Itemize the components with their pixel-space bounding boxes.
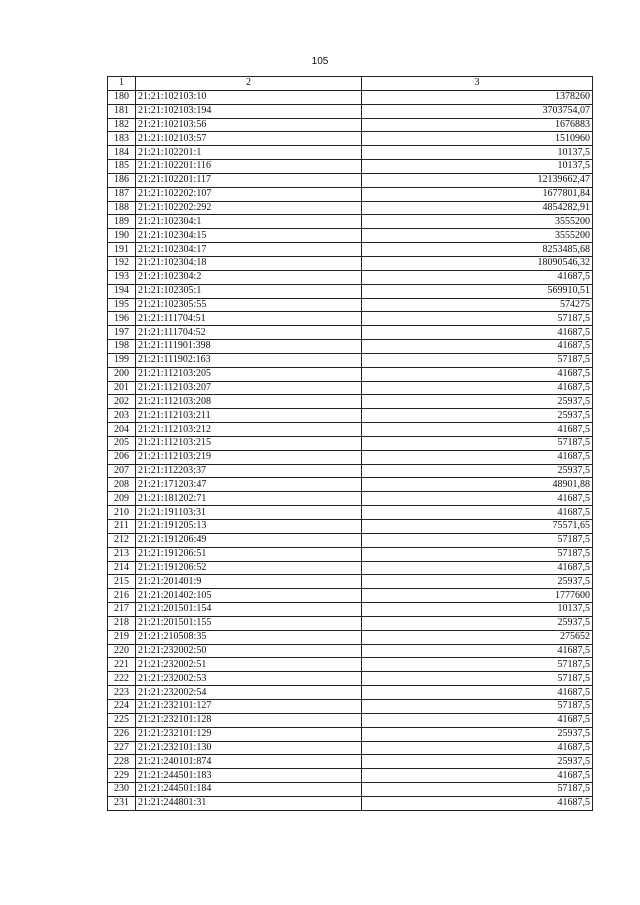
cadastral-number-cell: 21:21:111902:163 bbox=[136, 353, 362, 367]
value-cell: 41687,5 bbox=[362, 492, 593, 506]
row-index-cell: 185 bbox=[108, 160, 136, 174]
row-index-cell: 187 bbox=[108, 187, 136, 201]
cadastral-number-cell: 21:21:102202:107 bbox=[136, 187, 362, 201]
row-index-cell: 223 bbox=[108, 686, 136, 700]
table-row bbox=[108, 312, 593, 326]
cadastral-number-cell: 21:21:111901:398 bbox=[136, 340, 362, 354]
table-header-row bbox=[108, 77, 593, 91]
row-index-cell: 193 bbox=[108, 270, 136, 284]
row-index-cell: 221 bbox=[108, 658, 136, 672]
value-cell: 57187,5 bbox=[362, 658, 593, 672]
table-row bbox=[108, 340, 593, 354]
table-row bbox=[108, 616, 593, 630]
row-index-cell: 231 bbox=[108, 796, 136, 810]
value-cell: 1510960 bbox=[362, 132, 593, 146]
table-row bbox=[108, 672, 593, 686]
row-index-cell: 205 bbox=[108, 436, 136, 450]
row-index-cell: 214 bbox=[108, 561, 136, 575]
table-row bbox=[108, 699, 593, 713]
table-row bbox=[108, 436, 593, 450]
value-cell: 41687,5 bbox=[362, 450, 593, 464]
value-cell: 1777600 bbox=[362, 589, 593, 603]
registry-table bbox=[107, 76, 593, 811]
table-row bbox=[108, 686, 593, 700]
table-row bbox=[108, 630, 593, 644]
value-cell: 10137,5 bbox=[362, 603, 593, 617]
row-index-cell: 194 bbox=[108, 284, 136, 298]
table-row bbox=[108, 713, 593, 727]
value-cell: 41687,5 bbox=[362, 713, 593, 727]
page-number: 105 bbox=[311, 56, 329, 67]
cadastral-number-cell: 21:21:232101:129 bbox=[136, 727, 362, 741]
table-row bbox=[108, 506, 593, 520]
table-row bbox=[108, 464, 593, 478]
table-row bbox=[108, 187, 593, 201]
cadastral-number-cell: 21:21:232002:51 bbox=[136, 658, 362, 672]
row-index-cell: 229 bbox=[108, 769, 136, 783]
cadastral-number-cell: 21:21:240101:874 bbox=[136, 755, 362, 769]
row-index-cell: 216 bbox=[108, 589, 136, 603]
value-cell: 275652 bbox=[362, 630, 593, 644]
column-header-cadastral: 2 bbox=[136, 77, 362, 91]
table-row bbox=[108, 727, 593, 741]
value-cell: 48901,88 bbox=[362, 478, 593, 492]
row-index-cell: 180 bbox=[108, 90, 136, 104]
table-row bbox=[108, 423, 593, 437]
cadastral-number-cell: 21:21:201402:105 bbox=[136, 589, 362, 603]
table-row bbox=[108, 353, 593, 367]
row-index-cell: 220 bbox=[108, 644, 136, 658]
value-cell: 57187,5 bbox=[362, 699, 593, 713]
value-cell: 25937,5 bbox=[362, 727, 593, 741]
value-cell: 25937,5 bbox=[362, 395, 593, 409]
table-row bbox=[108, 450, 593, 464]
cadastral-number-cell: 21:21:102305:1 bbox=[136, 284, 362, 298]
table-row bbox=[108, 90, 593, 104]
cadastral-number-cell: 21:21:244501:183 bbox=[136, 769, 362, 783]
value-cell: 41687,5 bbox=[362, 423, 593, 437]
cadastral-number-cell: 21:21:232002:54 bbox=[136, 686, 362, 700]
row-index-cell: 184 bbox=[108, 146, 136, 160]
row-index-cell: 217 bbox=[108, 603, 136, 617]
table-row bbox=[108, 769, 593, 783]
table-row bbox=[108, 658, 593, 672]
row-index-cell: 200 bbox=[108, 367, 136, 381]
row-index-cell: 230 bbox=[108, 783, 136, 797]
value-cell: 41687,5 bbox=[362, 686, 593, 700]
cadastral-number-cell: 21:21:102103:56 bbox=[136, 118, 362, 132]
row-index-cell: 206 bbox=[108, 450, 136, 464]
table-row bbox=[108, 644, 593, 658]
cadastral-number-cell: 21:21:201501:155 bbox=[136, 616, 362, 630]
row-index-cell: 212 bbox=[108, 533, 136, 547]
table-row bbox=[108, 589, 593, 603]
value-cell: 574275 bbox=[362, 298, 593, 312]
value-cell: 57187,5 bbox=[362, 353, 593, 367]
row-index-cell: 191 bbox=[108, 243, 136, 257]
row-index-cell: 186 bbox=[108, 173, 136, 187]
row-index-cell: 202 bbox=[108, 395, 136, 409]
row-index-cell: 192 bbox=[108, 256, 136, 270]
row-index-cell: 215 bbox=[108, 575, 136, 589]
value-cell: 25937,5 bbox=[362, 575, 593, 589]
table-row bbox=[108, 229, 593, 243]
cadastral-number-cell: 21:21:112103:211 bbox=[136, 409, 362, 423]
cadastral-number-cell: 21:21:102304:18 bbox=[136, 256, 362, 270]
cadastral-number-cell: 21:21:102304:15 bbox=[136, 229, 362, 243]
value-cell: 25937,5 bbox=[362, 616, 593, 630]
row-index-cell: 218 bbox=[108, 616, 136, 630]
row-index-cell: 189 bbox=[108, 215, 136, 229]
value-cell: 3555200 bbox=[362, 215, 593, 229]
table-row bbox=[108, 381, 593, 395]
row-index-cell: 222 bbox=[108, 672, 136, 686]
table-body bbox=[108, 77, 593, 811]
value-cell: 75571,65 bbox=[362, 520, 593, 534]
row-index-cell: 204 bbox=[108, 423, 136, 437]
table-row bbox=[108, 104, 593, 118]
row-index-cell: 197 bbox=[108, 326, 136, 340]
row-index-cell: 198 bbox=[108, 340, 136, 354]
table-row bbox=[108, 492, 593, 506]
cadastral-number-cell: 21:21:111704:52 bbox=[136, 326, 362, 340]
row-index-cell: 188 bbox=[108, 201, 136, 215]
row-index-cell: 196 bbox=[108, 312, 136, 326]
value-cell: 1676883 bbox=[362, 118, 593, 132]
cadastral-number-cell: 21:21:244501:184 bbox=[136, 783, 362, 797]
row-index-cell: 209 bbox=[108, 492, 136, 506]
cadastral-number-cell: 21:21:102304:1 bbox=[136, 215, 362, 229]
table-row bbox=[108, 409, 593, 423]
cadastral-number-cell: 21:21:112103:207 bbox=[136, 381, 362, 395]
value-cell: 41687,5 bbox=[362, 741, 593, 755]
table-row bbox=[108, 520, 593, 534]
cadastral-number-cell: 21:21:232101:127 bbox=[136, 699, 362, 713]
value-cell: 25937,5 bbox=[362, 409, 593, 423]
value-cell: 57187,5 bbox=[362, 312, 593, 326]
cadastral-number-cell: 21:21:112103:215 bbox=[136, 436, 362, 450]
table-row bbox=[108, 395, 593, 409]
table-row bbox=[108, 547, 593, 561]
row-index-cell: 226 bbox=[108, 727, 136, 741]
table-row bbox=[108, 173, 593, 187]
value-cell: 3703754,07 bbox=[362, 104, 593, 118]
table-row bbox=[108, 201, 593, 215]
cadastral-number-cell: 21:21:191206:51 bbox=[136, 547, 362, 561]
row-index-cell: 190 bbox=[108, 229, 136, 243]
value-cell: 3555200 bbox=[362, 229, 593, 243]
cadastral-number-cell: 21:21:112103:208 bbox=[136, 395, 362, 409]
value-cell: 1677801,84 bbox=[362, 187, 593, 201]
cadastral-number-cell: 21:21:102201:117 bbox=[136, 173, 362, 187]
row-index-cell: 213 bbox=[108, 547, 136, 561]
cadastral-number-cell: 21:21:112203:37 bbox=[136, 464, 362, 478]
value-cell: 4854282,91 bbox=[362, 201, 593, 215]
table-row bbox=[108, 755, 593, 769]
value-cell: 41687,5 bbox=[362, 367, 593, 381]
value-cell: 18090546,32 bbox=[362, 256, 593, 270]
value-cell: 41687,5 bbox=[362, 340, 593, 354]
table-row bbox=[108, 215, 593, 229]
cadastral-number-cell: 21:21:102103:194 bbox=[136, 104, 362, 118]
value-cell: 41687,5 bbox=[362, 644, 593, 658]
cadastral-number-cell: 21:21:102305:55 bbox=[136, 298, 362, 312]
table-row bbox=[108, 741, 593, 755]
value-cell: 41687,5 bbox=[362, 270, 593, 284]
table-row bbox=[108, 561, 593, 575]
cadastral-number-cell: 21:21:112103:205 bbox=[136, 367, 362, 381]
table-row bbox=[108, 146, 593, 160]
table-row bbox=[108, 270, 593, 284]
cadastral-number-cell: 21:21:102304:2 bbox=[136, 270, 362, 284]
row-index-cell: 219 bbox=[108, 630, 136, 644]
table-row bbox=[108, 284, 593, 298]
row-index-cell: 182 bbox=[108, 118, 136, 132]
table-row bbox=[108, 533, 593, 547]
cadastral-number-cell: 21:21:244801:31 bbox=[136, 796, 362, 810]
value-cell: 12139662,47 bbox=[362, 173, 593, 187]
cadastral-number-cell: 21:21:191206:52 bbox=[136, 561, 362, 575]
cadastral-number-cell: 21:21:232002:53 bbox=[136, 672, 362, 686]
table-row bbox=[108, 118, 593, 132]
value-cell: 41687,5 bbox=[362, 506, 593, 520]
table-row bbox=[108, 160, 593, 174]
value-cell: 8253485,68 bbox=[362, 243, 593, 257]
value-cell: 10137,5 bbox=[362, 146, 593, 160]
row-index-cell: 225 bbox=[108, 713, 136, 727]
row-index-cell: 211 bbox=[108, 520, 136, 534]
cadastral-number-cell: 21:21:171203:47 bbox=[136, 478, 362, 492]
value-cell: 41687,5 bbox=[362, 796, 593, 810]
row-index-cell: 203 bbox=[108, 409, 136, 423]
table-row bbox=[108, 783, 593, 797]
cadastral-number-cell: 21:21:210508:35 bbox=[136, 630, 362, 644]
value-cell: 57187,5 bbox=[362, 672, 593, 686]
row-index-cell: 201 bbox=[108, 381, 136, 395]
row-index-cell: 195 bbox=[108, 298, 136, 312]
cadastral-number-cell: 21:21:191103:31 bbox=[136, 506, 362, 520]
value-cell: 41687,5 bbox=[362, 381, 593, 395]
row-index-cell: 210 bbox=[108, 506, 136, 520]
value-cell: 41687,5 bbox=[362, 769, 593, 783]
cadastral-number-cell: 21:21:201501:154 bbox=[136, 603, 362, 617]
value-cell: 569910,51 bbox=[362, 284, 593, 298]
table-row bbox=[108, 132, 593, 146]
cadastral-number-cell: 21:21:112103:219 bbox=[136, 450, 362, 464]
table-row bbox=[108, 575, 593, 589]
table-row bbox=[108, 243, 593, 257]
row-index-cell: 183 bbox=[108, 132, 136, 146]
cadastral-number-cell: 21:21:201401:9 bbox=[136, 575, 362, 589]
value-cell: 25937,5 bbox=[362, 755, 593, 769]
value-cell: 41687,5 bbox=[362, 326, 593, 340]
table-row bbox=[108, 796, 593, 810]
value-cell: 41687,5 bbox=[362, 561, 593, 575]
cadastral-number-cell: 21:21:232101:130 bbox=[136, 741, 362, 755]
cadastral-number-cell: 21:21:181202:71 bbox=[136, 492, 362, 506]
value-cell: 25937,5 bbox=[362, 464, 593, 478]
row-index-cell: 199 bbox=[108, 353, 136, 367]
row-index-cell: 181 bbox=[108, 104, 136, 118]
row-index-cell: 207 bbox=[108, 464, 136, 478]
cadastral-number-cell: 21:21:112103:212 bbox=[136, 423, 362, 437]
row-index-cell: 224 bbox=[108, 699, 136, 713]
value-cell: 57187,5 bbox=[362, 783, 593, 797]
cadastral-number-cell: 21:21:102201:116 bbox=[136, 160, 362, 174]
cadastral-number-cell: 21:21:232002:50 bbox=[136, 644, 362, 658]
value-cell: 57187,5 bbox=[362, 533, 593, 547]
cadastral-number-cell: 21:21:102103:57 bbox=[136, 132, 362, 146]
cadastral-number-cell: 21:21:191206:49 bbox=[136, 533, 362, 547]
cadastral-number-cell: 21:21:191205:13 bbox=[136, 520, 362, 534]
row-index-cell: 227 bbox=[108, 741, 136, 755]
row-index-cell: 228 bbox=[108, 755, 136, 769]
value-cell: 57187,5 bbox=[362, 436, 593, 450]
table-row bbox=[108, 256, 593, 270]
cadastral-number-cell: 21:21:111704:51 bbox=[136, 312, 362, 326]
cadastral-number-cell: 21:21:102304:17 bbox=[136, 243, 362, 257]
column-header-index: 1 bbox=[108, 77, 136, 91]
cadastral-number-cell: 21:21:232101:128 bbox=[136, 713, 362, 727]
table-row bbox=[108, 367, 593, 381]
cadastral-number-cell: 21:21:102103:10 bbox=[136, 90, 362, 104]
table-row bbox=[108, 298, 593, 312]
cadastral-number-cell: 21:21:102202:292 bbox=[136, 201, 362, 215]
cadastral-number-cell: 21:21:102201:1 bbox=[136, 146, 362, 160]
row-index-cell: 208 bbox=[108, 478, 136, 492]
value-cell: 10137,5 bbox=[362, 160, 593, 174]
table-row bbox=[108, 603, 593, 617]
table-row bbox=[108, 478, 593, 492]
value-cell: 57187,5 bbox=[362, 547, 593, 561]
table-row bbox=[108, 326, 593, 340]
value-cell: 1378260 bbox=[362, 90, 593, 104]
column-header-value: 3 bbox=[362, 77, 593, 91]
